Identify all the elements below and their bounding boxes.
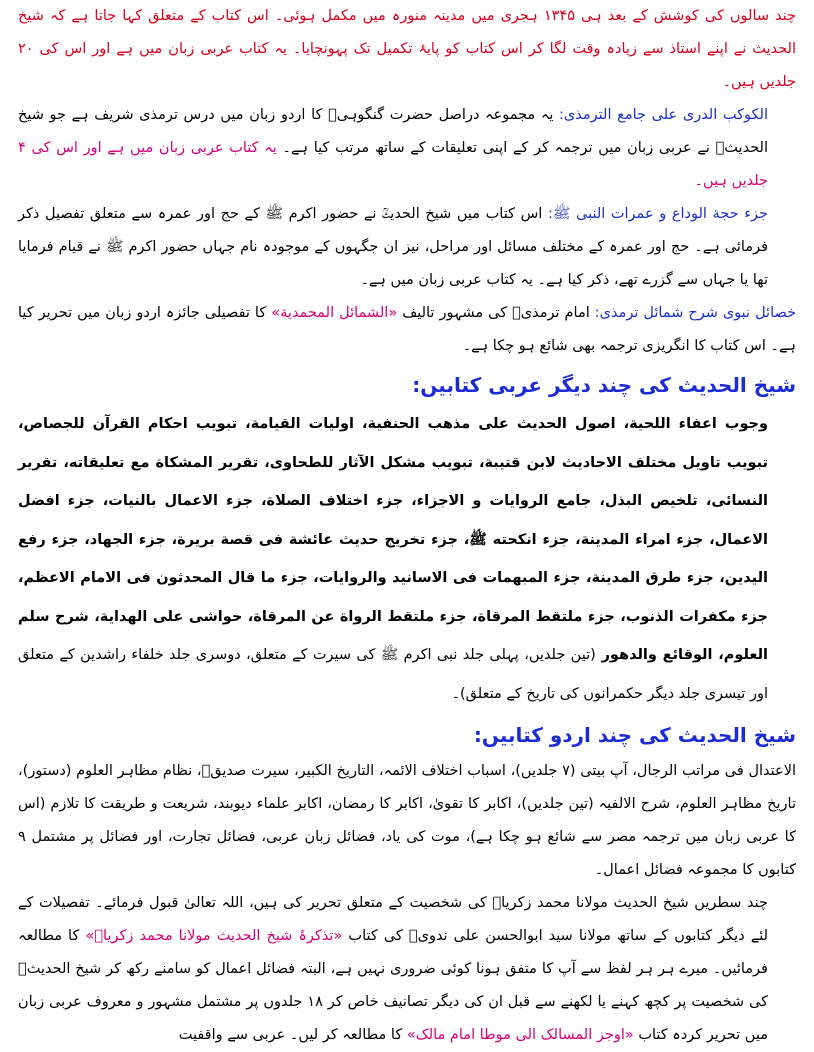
- closing-text-b: کا مطالعہ فرمائیں۔ میرے ہر ہر لفظ سے آپ کا متفق ہونا کوئی ضروری نہیں ہے، البتہ فضائل اعمال کو سامنے رکھ کر شیخ الحدیثؒ کی شخصیت پر کچھ کہنے یا لکھنے سے قبل ان کی دیگر تصانیف خاص کر ۱۸ جلدوں پر مشتمل مشہور و معروف عربی زبان میں تحریر کردہ کتاب: [18, 928, 768, 1043]
- hajja-text: اس کتاب میں شیخ الحدیثؒ نے حضور اکرم ﷺ کے حج اور عمرہ سے متعلق تفصیل ذکر فرمائی ہے۔ حج اور عمرہ کے مختلف مسائل اور مراحل، نیز ان جگہوں کے موجودہ نام جہاں حضور اکرم ﷺ نے قیام فرمایا تھا یا جہاں سے گزرے تھے، ذکر کیا ہے۔ یہ کتاب عربی زبان میں ہے۔: [18, 206, 768, 288]
- intro-line-2: سے زیادہ وقت لگا کر اس کتاب کو پایۂ تکمیل تک پہونچایا۔ یہ کتاب عربی زبان میں ہے اور اس کی ۲۰ جلدیں ہیں۔: [18, 41, 796, 90]
- kawkab-title: الکوکب الدری علی جامع الترمذی:: [559, 107, 768, 123]
- closing-paragraph: [18, 887, 796, 1052]
- shamail-paragraph: [18, 297, 796, 363]
- intro-line-1: چند سالوں کی کوشش کے بعد ہی ۱۳۴۵ ہجری میں مدینہ منورہ میں مکمل ہوئی۔ اس کتاب کے متعلق کہا جاتا ہے کہ شیخ الحدیث نے اپنے استاذ: [18, 8, 797, 57]
- arabic-books-text: وجوب اعفاء اللحیة، اصول الحدیث علی مذهب الحنفیة، اولیات القیامة، تبویب احکام القرآن للجصاص، تبویب تاویل مختلف الاحادیث لابن قتیبة، تبویب مشكل الآثار للطحاوی، تقریر المشكاة مع تعلیقاته، تقریر النسائی، تلخیص البذل، جامع الروایات و الاجزاء، جزء اختلاف الصلاة، جزء الاعمال بالنیات، جزء افضل الاعمال، جزء امراء المدینة، جزء انكحته ﷺ، جزء تخریج حدیث عائشة فی قصة بریرة، جزء الجهاد، جزء رفع الیدین، جزء طرق المدینة، جزء المبهمات فی الاسانید والروایات، جزء ما قال المحدثون فی الامام الاعظم، جزء مكفرات الذنوب، جزء ملتقط المرقاة، جزء ملتقط الرواة عن المرقاة، حواشی علی الهدایة، شرح سلم العلوم، الوقائع والدهور: [18, 416, 768, 663]
- arabic-books-heading: شیخ الحدیث کی چند دیگر عربی کتابیں:: [412, 373, 796, 397]
- shamail-text-b: کا تفصیلی جائزہ اردو زبان میں تحریر کیا ہے۔ اس کتاب کا انگریزی ترجمہ بھی شائع ہو چکا ہے۔: [18, 305, 796, 354]
- arabic-books-list: [18, 405, 796, 713]
- kawkab-note: یہ کتاب عربی زبان میں ہے اور اس کی ۴ جلدیں ہیں۔: [18, 140, 768, 189]
- closing-book-1: «تذکرۂ شیخ الحدیث مولانا محمد زکریاؒ»: [85, 928, 343, 944]
- shamail-text-a: امام ترمذیؒ کی مشہور تالیف: [402, 305, 590, 321]
- hajja-title: جزء حجة الوداع و عمرات النبی ﷺ:: [547, 206, 769, 222]
- hajja-paragraph: [18, 198, 796, 297]
- intro-paragraph: [18, 0, 796, 99]
- document-page: [12, 0, 802, 1043]
- closing-text-a: چند سطریں شیخ الحدیث مولانا محمد زکریاؒ کی شخصیت کے متعلق تحریر کی ہیں، اللہ تعالیٰ قبول فرمائے۔ تفصیلات کے لئے دیگر کتابوں کے ساتھ مولانا سید ابوالحسن علی ندویؒ کی کتاب: [18, 895, 769, 944]
- shamail-title: خصائل نبوی شرح شمائل ترمذی:: [594, 305, 797, 321]
- closing-text-c: کا مطالعہ کر لیں۔ عربی سے واقفیت: [178, 1027, 403, 1043]
- urdu-books-heading: شیخ الحدیث کی چند اردو کتابیں:: [473, 723, 796, 747]
- urdu-books-text: الاعتدال فی مراتب الرجال، آپ بیتی (۷ جلدیں)، اسباب اختلاف الائمہ، التاریخ الکبیر، سیرت صدیقؓ، نظام مظاہر العلوم (دستور)، تاریخ مظاہر العلوم، شرح الالفیہ (تین جلدیں)، اکابر کا تقویٰ، اکابر کا رمضان، اکابر علماء دیوبند، شریعت و طریقت کا تلازم (اس کا عربی زبان میں ترجمہ مصر سے شائع ہو چکا ہے)، موت کی یاد، فضائل زبان عربی، فضائل تجارت، اور فضائل پر مشتمل ۹ کتابوں کا مجموعہ فضائل اعمال۔: [18, 763, 796, 878]
- urdu-books-list: [18, 755, 796, 887]
- closing-book-2: «اوجز المسالک الی موطا امام مالک»: [406, 1027, 634, 1043]
- shamail-book-title: «الشمائل المحمدیة»: [271, 305, 398, 321]
- kawkab-text: یہ مجموعہ دراصل حضرت گنگوہیؒ کا اردو زبان میں درس ترمذی شریف ہے جو شیخ الحدیثؒ نے عربی زبان میں ترجمہ کر کے اپنی تعلیقات کے ساتھ مرتب کیا ہے۔: [18, 107, 769, 156]
- arabic-books-urdu-note: (تین جلدیں، پہلی جلد نبی اکرم ﷺ کی سیرت کے متعلق، دوسری جلد خلفاء راشدین کے متعلق اور تیسری جلد دیگر حکمرانوں کی تاریخ کے متعلق)۔: [18, 647, 768, 702]
- kawkab-paragraph: [18, 99, 796, 198]
